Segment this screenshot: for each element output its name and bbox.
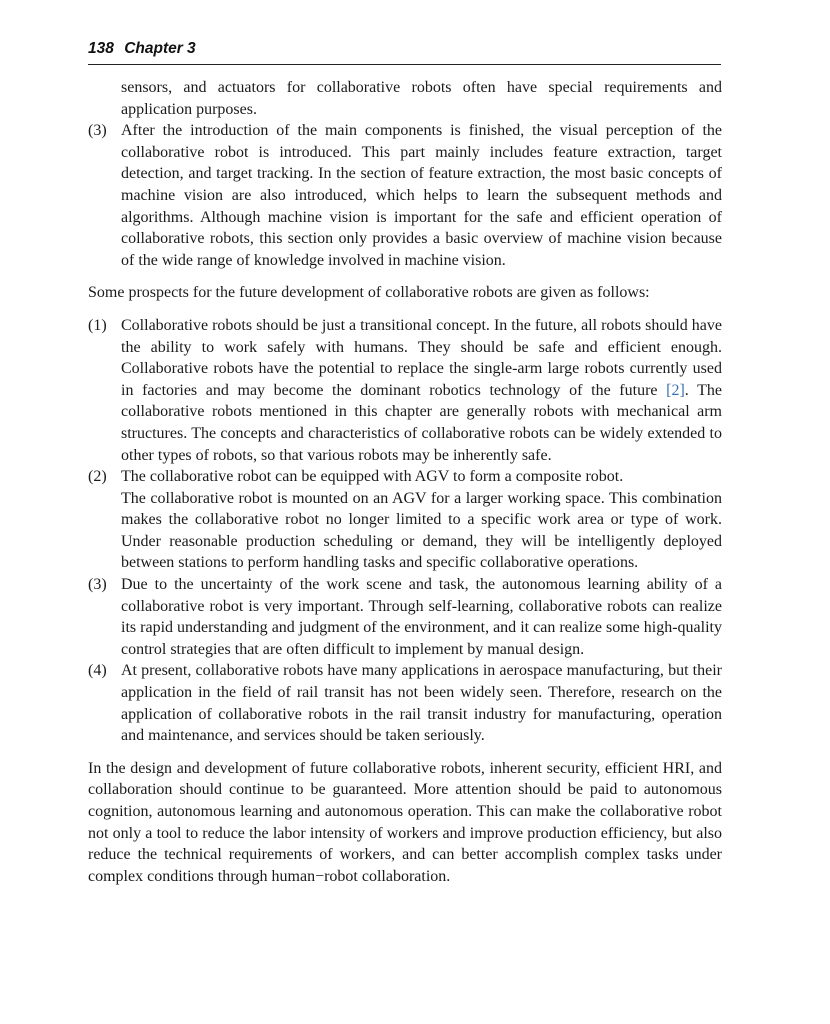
list-item	[88, 77, 722, 120]
list-item	[88, 315, 722, 466]
list-item-text: . The collaborative robots mentioned in this chapter are generally robots with mechanical arm structures. The concepts and characteristics of collaborative robots can be widely extended to other types of robots, so that various robots may be inherently safe.	[121, 381, 722, 464]
list-item	[88, 120, 722, 271]
list-item	[88, 660, 722, 746]
list-item-text: Due to the uncertainty of the work scene and task, the autonomous learning ability of a collaborative robot is very important. Through self-learning, collaborative robots can realize its rapid understanding and judgment of the environment, and it can realize some high-quality control strategies that are often difficult to implement by manual design.	[121, 576, 722, 658]
list-item-text: At present, collaborative robots have many applications in aerospace manufacturing, but their application in the field of rail transit has not been widely seen. Therefore, research on the application of collaborative robots in the rail transit industry for manufacturing, operation and maintenance, and services should be taken seriously.	[121, 662, 722, 745]
list-item-text: Collaborative robots should be just a transitional concept. In the future, all robots should have the ability to work safely with humans. They should be safe and efficient enough. Collaborative robots have the potential to replace the single-arm large robots currently used in factories and may become the dominant robotics technology of the future	[121, 316, 722, 399]
list-item-number: (2)	[88, 468, 107, 486]
body-text	[88, 77, 722, 887]
chapter-label: Chapter 3	[124, 40, 196, 57]
list-item-first-line: The collaborative robot can be equipped with AGV to form a composite robot.	[121, 468, 624, 486]
list-item-number: (3)	[88, 122, 107, 140]
list-item-text: After the introduction of the main components is finished, the visual perception of the collaborative robot is introduced. This part mainly includes feature extraction, target detection, and target tracking. In the section of feature extraction, the most basic concepts of machine vision are also introduced, which helps to learn the subsequent methods and algorithms. Although machine vision is important for the safe and efficient operation of collaborative robots, this section only provides a basic overview of machine vision because of the wide range of knowledge involved in machine vision.	[121, 122, 722, 269]
running-head	[88, 38, 721, 65]
closing-paragraph: In the design and development of future collaborative robots, inherent security, efficient HRI, and collaboration should continue to be guaranteed. More attention should be paid to autonomous cognition, autonomous learning and autonomous operation. This can make the collaborative robot not only a tool to reduce the labor intensity of workers and improve production efficiency, but also reduce the technical requirements of workers, and can better accomplish complex tasks under complex conditions through human−robot collaboration.	[88, 759, 722, 885]
prospects-intro: Some prospects for the future development of collaborative robots are given as follows:	[88, 284, 650, 302]
page-number: 138	[88, 40, 114, 57]
list-item-number: (3)	[88, 576, 107, 594]
list-item	[88, 466, 722, 574]
list-item-text: The collaborative robot is mounted on an AGV for a larger working space. This combination makes the collaborative robot no longer limited to a specific work area or type of work. Under reasonable production scheduling or demand, they will be intelligently deployed between stations to perform handling tasks and specific collaborative operations.	[121, 489, 722, 572]
list-item-number: (4)	[88, 662, 107, 680]
citation-link[interactable]: [2]	[666, 381, 685, 399]
list-item-continuation: sensors, and actuators for collaborative robots often have special requirements and application purposes.	[121, 79, 722, 118]
numbered-list-contents	[88, 77, 722, 271]
list-item	[88, 574, 722, 660]
list-item-number: (1)	[88, 316, 107, 334]
prospects-list	[88, 315, 722, 747]
